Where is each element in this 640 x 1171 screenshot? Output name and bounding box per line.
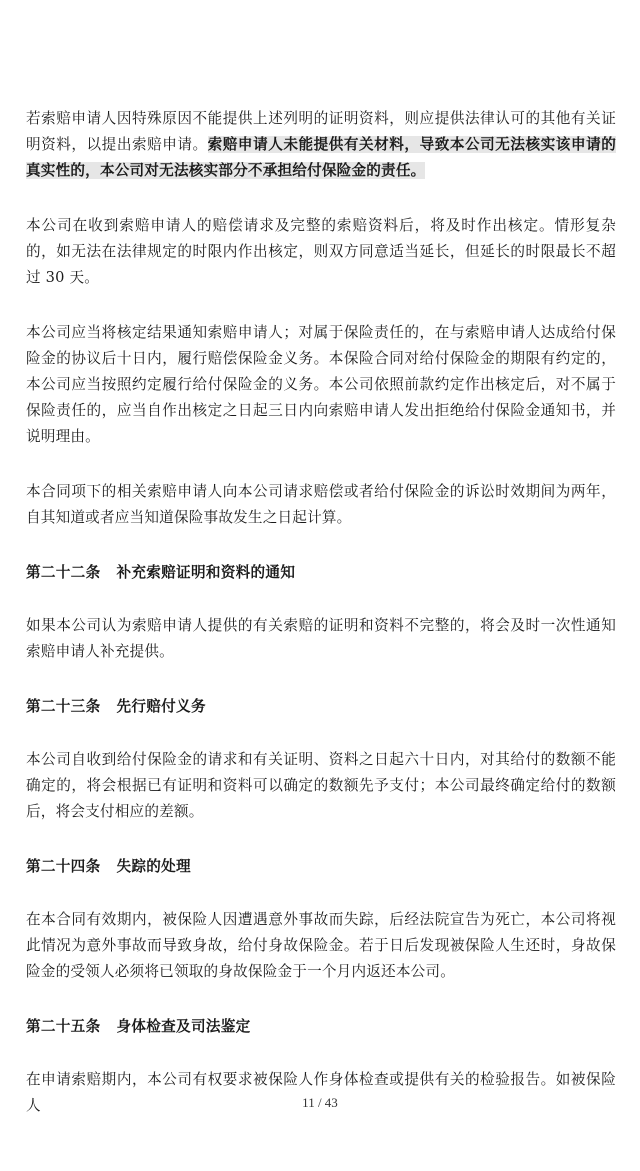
paragraph-claim-materials bbox=[26, 106, 616, 184]
article-title: 先行赔付义务 bbox=[116, 698, 206, 715]
paragraph-supplement-notice: 如果本公司认为索赔申请人提供的有关索赔的证明和资料不完整的，将会及时一次性通知索赔申请人补充提供。 bbox=[26, 617, 616, 660]
paragraph-notification-result: 本公司应当将核定结果通知索赔申请人；对属于保险责任的，在与索赔申请人达成给付保险金的协议后十日内，履行赔偿保险金义务。本保险合同对给付保险金的期限有约定的，本公司应当按照约定履行给付保险金的义务。本公司依照前款约定作出核定后，对不属于保险责任的，应当自作出核定之日起三日内向索赔申请人发出拒绝给付保险金通知书，并说明理由。 bbox=[26, 324, 616, 445]
document-body bbox=[26, 106, 616, 1148]
article-number: 第二十四条 bbox=[26, 858, 101, 875]
paragraph-medical-exam: 在申请索赔期内，本公司有权要求被保险人作身体检查或提供有关的检验报告。如被保险人 bbox=[26, 1071, 616, 1114]
paragraph-limitation-period: 本合同项下的相关索赔申请人向本公司请求赔偿或者给付保险金的诉讼时效期间为两年，自其知道或者应当知道保险事故发生之日起计算。 bbox=[26, 483, 616, 526]
article-heading-23 bbox=[26, 694, 616, 720]
page-number: 11 / 43 bbox=[302, 1095, 338, 1110]
paragraph-missing-person: 在本合同有效期内，被保险人因遭遇意外事故而失踪，后经法院宣告为死亡，本公司将视此情况为意外事故而导致身故，给付身故保险金。若于日后发现被保险人生还时，身故保险金的受领人必须将已领取的身故保险金于一个月内返还本公司。 bbox=[26, 911, 616, 980]
article-number: 第二十二条 bbox=[26, 564, 101, 581]
article-number: 第二十三条 bbox=[26, 698, 101, 715]
highlighted-clause: 索赔申请人未能提供有关材料，导致本公司无法核实该申请的真实性的，本公司对无法核实部分不承担给付保险金的责任。 bbox=[26, 136, 617, 179]
article-heading-22 bbox=[26, 560, 616, 586]
article-number: 第二十五条 bbox=[26, 1018, 101, 1035]
article-title: 身体检查及司法鉴定 bbox=[116, 1018, 251, 1035]
paragraph-verification-timing: 本公司在收到索赔申请人的赔偿请求及完整的索赔资料后，将及时作出核定。情形复杂的，如无法在法律规定的时限内作出核定，则双方同意适当延长，但延长的时限最长不超过 30 天。 bbox=[26, 217, 616, 286]
paragraph-advance-payment: 本公司自收到给付保险金的请求和有关证明、资料之日起六十日内，对其给付的数额不能确定的，将会根据已有证明和资料可以确定的数额先予支付；本公司最终确定给付的数额后，将会支付相应的差额。 bbox=[26, 751, 616, 820]
paragraph-text: 若索赔申请人因特殊原因不能提供上述列明的证明资料，则应提供法律认可的其他有关证明资料，以提出索赔申请。 bbox=[26, 110, 616, 153]
article-heading-24 bbox=[26, 854, 616, 880]
article-heading-25 bbox=[26, 1014, 616, 1040]
article-title: 补充索赔证明和资料的通知 bbox=[116, 564, 296, 581]
article-title: 失踪的处理 bbox=[116, 858, 191, 875]
